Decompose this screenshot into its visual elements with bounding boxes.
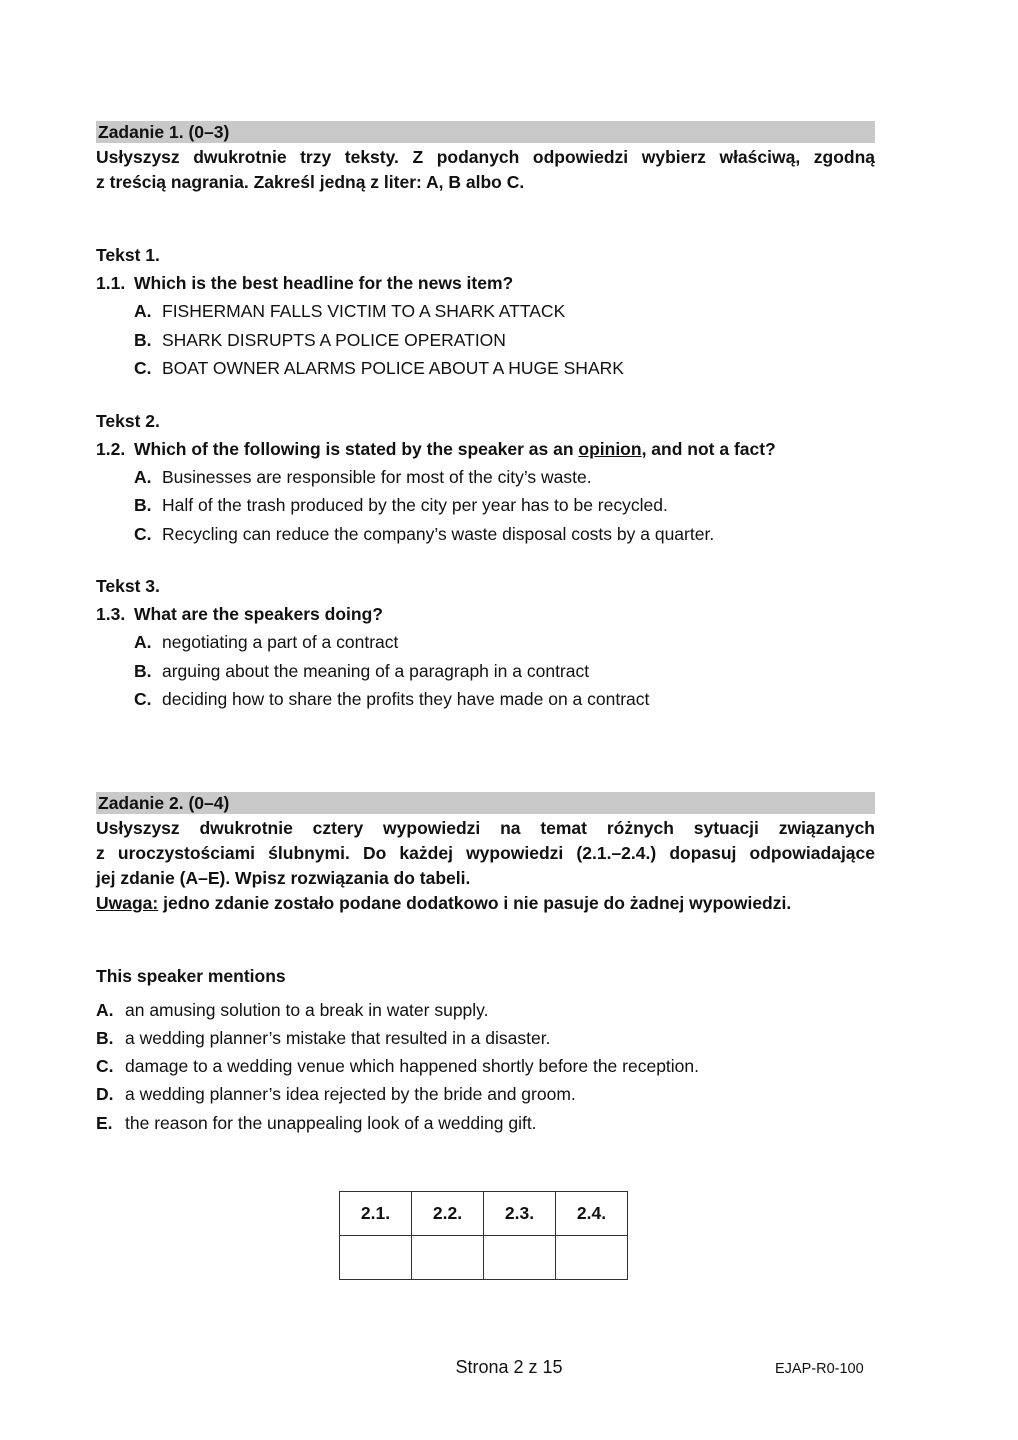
option-text: an amusing solution to a break in water supply.	[125, 999, 489, 1020]
note-label: Uwaga:	[96, 892, 159, 913]
option-letter: C.	[134, 689, 152, 709]
task2-instr-line2: z uroczystościami ślubnymi. Do każdej wypowiedzi (2.1.–2.4.) dopasuj odpowiadające	[96, 842, 875, 863]
statement-option	[96, 1080, 875, 1108]
statement-option	[96, 1052, 875, 1080]
question-text-part: Which of the following is stated by the speaker as an	[134, 438, 579, 459]
option-text: negotiating a part of a contract	[162, 632, 399, 652]
answer-option[interactable]	[96, 628, 875, 657]
answer-option[interactable]	[96, 326, 875, 355]
answer-option[interactable]	[96, 520, 875, 549]
option-letter: A.	[134, 466, 152, 487]
answer-table-header: 2.2.	[412, 1192, 484, 1236]
text-label: Tekst 2.	[96, 410, 160, 431]
task1-instr-line1: Usłyszysz dwukrotnie trzy teksty. Z podanych odpowiedzi wybierz właściwą, zgodną	[96, 147, 875, 167]
option-letter: C.	[96, 1056, 114, 1077]
option-letter: B.	[134, 495, 152, 515]
answer-option[interactable]	[96, 685, 875, 714]
option-text: a wedding planner’s mistake that resulted in a disaster.	[125, 1027, 551, 1048]
question-number: 1.3.	[96, 604, 126, 624]
answer-option[interactable]	[96, 657, 875, 686]
answer-option[interactable]	[96, 491, 875, 520]
option-letter: C.	[134, 358, 152, 378]
answer-table	[339, 1191, 628, 1280]
answer-table-header: 2.4.	[556, 1192, 628, 1236]
task1-instr-line2: z treścią nagrania. Zakreśl jedną z liter: A, B albo C.	[96, 172, 525, 192]
task2-instr-line3: jej zdanie (A–E). Wpisz rozwiązania do tabeli.	[96, 867, 471, 888]
option-text: arguing about the meaning of a paragraph in a contract	[162, 660, 590, 681]
task2-lead: This speaker mentions	[96, 965, 286, 986]
answer-option[interactable]	[96, 297, 875, 326]
underlined-word: opinion	[578, 438, 642, 459]
option-letter: E.	[96, 1112, 113, 1133]
task2-instructions	[96, 816, 875, 916]
option-text: damage to a wedding venue which happened shortly before the reception.	[125, 1056, 700, 1077]
option-text: a wedding planner’s idea rejected by the bride and groom.	[125, 1084, 576, 1105]
question-text: What are the speakers doing?	[134, 604, 383, 624]
option-letter: B.	[134, 660, 152, 681]
answer-option[interactable]	[96, 463, 875, 492]
text-block-3	[96, 572, 875, 714]
option-letter: B.	[96, 1027, 114, 1048]
statement-option	[96, 1109, 875, 1137]
statement-option	[96, 996, 875, 1024]
option-letter: C.	[134, 523, 152, 544]
option-text: Businesses are responsible for most of the city’s waste.	[162, 466, 592, 487]
option-letter: A.	[96, 999, 114, 1020]
option-text: BOAT OWNER ALARMS POLICE ABOUT A HUGE SHARK	[162, 358, 624, 378]
task2-header: Zadanie 2. (0–4)	[96, 792, 875, 814]
answer-option[interactable]	[96, 354, 875, 383]
task2-options	[96, 996, 875, 1137]
answer-table-header: 2.1.	[340, 1192, 412, 1236]
text-label: Tekst 1.	[96, 245, 160, 265]
question-number: 1.1.	[96, 273, 126, 293]
answer-cell-2-4[interactable]	[556, 1236, 628, 1280]
answer-cell-2-2[interactable]	[412, 1236, 484, 1280]
option-text: the reason for the unappealing look of a wedding gift.	[125, 1112, 537, 1133]
option-letter: A.	[134, 632, 152, 652]
answer-table-header: 2.3.	[484, 1192, 556, 1236]
text-label: Tekst 3.	[96, 576, 160, 596]
question	[96, 269, 875, 297]
option-text: Half of the trash produced by the city per year has to be recycled.	[162, 495, 668, 515]
question-text-part: , and not a fact?	[641, 438, 776, 459]
page-number: Strona 2 z 15	[455, 1357, 563, 1377]
option-letter: A.	[134, 301, 152, 321]
task1-header: Zadanie 1. (0–3)	[96, 121, 875, 143]
note-text: jedno zdanie zostało podane dodatkowo i nie pasuje do żadnej wypowiedzi.	[158, 892, 792, 913]
option-text: deciding how to share the profits they have made on a contract	[162, 689, 650, 709]
option-letter: D.	[96, 1084, 114, 1105]
exam-page	[96, 121, 875, 1137]
question-number: 1.2.	[96, 438, 126, 459]
answer-table-header-row	[340, 1192, 628, 1236]
statement-option	[96, 1024, 875, 1052]
question-text	[134, 435, 776, 463]
exam-code: EJAP-R0-100	[775, 1361, 864, 1377]
answer-table-input-row	[340, 1236, 628, 1280]
text-block-2	[96, 407, 875, 549]
answer-cell-2-3[interactable]	[484, 1236, 556, 1280]
option-text: FISHERMAN FALLS VICTIM TO A SHARK ATTACK	[162, 301, 566, 321]
question-text: Which is the best headline for the news item?	[134, 273, 514, 293]
text-block-1	[96, 241, 875, 383]
option-text: SHARK DISRUPTS A POLICE OPERATION	[162, 329, 506, 350]
task2-note	[96, 891, 875, 916]
task1-instructions	[96, 145, 875, 195]
question	[96, 435, 875, 463]
option-letter: B.	[134, 329, 152, 350]
question	[96, 600, 875, 628]
option-text: Recycling can reduce the company’s waste disposal costs by a quarter.	[162, 523, 715, 544]
task2-instr-line1: Usłyszysz dwukrotnie cztery wypowiedzi na temat różnych sytuacji związanych	[96, 817, 875, 838]
answer-cell-2-1[interactable]	[340, 1236, 412, 1280]
